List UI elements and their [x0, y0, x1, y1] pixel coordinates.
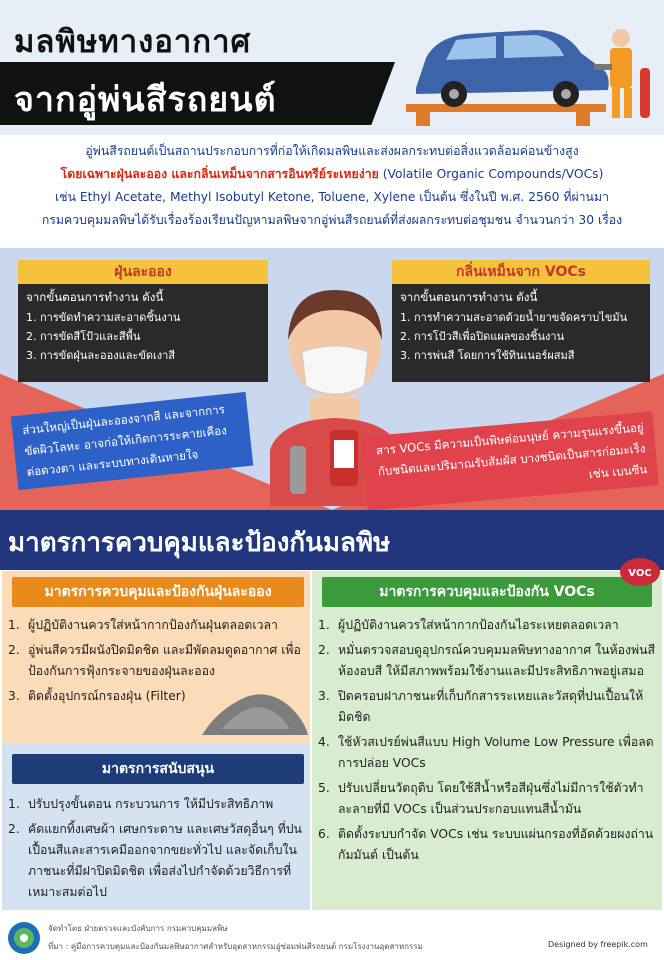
intro-highlight-prefix: โดยเฉพาะ [60, 167, 117, 181]
list-item: 1. ผู้ปฏิบัติงานควรใส่หน้ากากป้องกันฝุ่นตลอดเวลา [8, 618, 278, 632]
title-line-2: จากอู่พ่นสีรถยนต์ [14, 80, 277, 120]
dust-tab: ฝุ่นละออง [18, 260, 268, 284]
voc-source-item: 1. การทำความสะอาดด้วยน้ำยาขจัดคราบไขมัน [400, 311, 628, 324]
intro-line-1: อู่พ่นสีรถยนต์เป็นสถานประกอบการที่ก่อให้เกิดมลพิษและส่งผลกระทบต่อสิ่งแวดล้อมค่อนข้างสูง [85, 144, 579, 158]
intro-line-2-suffix: (Volatile Organic Compounds/VOCs) [378, 167, 604, 181]
dust-pile-illustration [198, 679, 310, 739]
measures-title: มาตรการควบคุมและป้องกันมลพิษ [8, 528, 391, 558]
title-line-1: มลพิษทางอากาศ [14, 24, 252, 60]
intro-paragraph [4, 140, 660, 232]
list-item: 5. ปรับเปลี่ยนวัตถุดิบ โดยใช้สีน้ำหรือสีฝุ่นซึ่งไม่มีการใช้ตัวทำละลายที่มี VOCs เป็นส่วนประกอบแทนสีน้ำมัน [318, 781, 644, 816]
voc-health-note: สาร VOCs มีความเป็นพิษต่อมนุษย์ ความรุนแรงขึ้นอยู่กับชนิดและปริมาณรับสัมผัส บางชนิดเป็นสารก่อมะเร็ง เช่น เบนซีน [361, 411, 658, 510]
support-measures-heading: มาตรการสนับสนุน [12, 754, 304, 784]
intro-line-3: เช่น Ethyl Acetate, Methyl Isobutyl Ketone, Toluene, Xylene เป็นต้น ซึ่งในปี พ.ศ. 2560 ที่ผ่านมา [55, 190, 609, 204]
dust-sources-box [18, 284, 268, 382]
dust-measures-section [2, 571, 310, 744]
voc-measures-heading: มาตรการควบคุมและป้องกัน VOCs [322, 577, 652, 607]
dust-measures-heading: มาตรการควบคุมและป้องกันฝุ่นละออง [12, 577, 304, 607]
list-item: 6. ติดตั้งระบบกำจัด VOCs เช่น ระบบแผ่นกรองที่อัดด้วยผงถ่านกัมมันต์ เป็นต้น [318, 827, 654, 862]
intro-line-2 [4, 163, 660, 186]
voc-source-item: 2. การโป้วสีเพื่อปิดแผลของชิ้นงาน [400, 330, 565, 343]
dust-health-note: ส่วนใหญ่เป็นฝุ่นละอองจากสี และจากการขัดผิวโลหะ อาจก่อให้เกิดการระคายเคืองต่อดวงตา และระบบทางเดินหายใจ [11, 392, 253, 490]
footer-made-by: จัดทำโดย ฝ่ายตรวจและบังคับการ กรมควบคุมมลพิษ [48, 924, 228, 933]
dust-sources-heading: จากขั้นตอนการทำงาน ดังนี้ [26, 290, 164, 304]
list-item: 3. ติดตั้งอุปกรณ์กรองฝุ่น (Filter) [8, 689, 186, 703]
list-item: 2. หมั่นตรวจสอบดูอุปกรณ์ควบคุมมลพิษทางอากาศ ในห้องพ่นสี ห้องอบสี ให้มีสภาพพร้อมใช้งานและมีประสิทธิภาพอยู่เสมอ [318, 643, 656, 678]
voc-bubble-label: VOC [628, 568, 652, 579]
voc-sources-box [392, 284, 650, 382]
header [0, 0, 664, 135]
dust-source-item: 2. การขัดสีโป้วและสีพื้น [26, 330, 141, 343]
voc-tab: กลิ่นเหม็นจาก VOCs [392, 260, 650, 284]
voc-bubble-icon [618, 556, 662, 588]
footer [0, 910, 664, 960]
car-spray-worker-illustration [396, 8, 658, 130]
list-item: 1. ผู้ปฏิบัติงานควรใส่หน้ากากป้องกันไอระเหยตลอดเวลา [318, 618, 619, 632]
footer-credit: Designed by freepik.com [548, 940, 648, 949]
list-item: 4. ใช้หัวสเปรย์พ่นสีแบบ High Volume Low Pressure เพื่อลดการปล่อย VOCs [318, 735, 654, 770]
voc-source-item: 3. การพ่นสี โดยการใช้ทินเนอร์ผสมสี [400, 349, 575, 362]
footer-source: ที่มา : คู่มือการควบคุมและป้องกันมลพิษอากาศสำหรับอุตสาหกรรมอู่ซ่อมพ่นสีรถยนต์ กรมโรงงานอุตสาหกรรม [48, 942, 423, 951]
dust-source-item: 1. การขัดทำความสะอาดชิ้นงาน [26, 311, 181, 324]
dust-source-item: 3. การขัดฝุ่นละอองและขัดเงาสี [26, 349, 176, 362]
pcd-logo-icon [6, 920, 42, 956]
intro-highlight: ฝุ่นละออง และกลิ่นเหม็นจากสารอินทรีย์ระเหยง่าย [116, 167, 379, 181]
support-measures-section [2, 744, 310, 910]
list-item: 1. ปรับปรุงขั้นตอน กระบวนการ ให้มีประสิทธิภาพ [8, 797, 274, 811]
intro-line-4: กรมควบคุมมลพิษได้รับเรื่องร้องเรียนปัญหามลพิษจากอู่พ่นสีรถยนต์ที่ส่งผลกระทบต่อชุมชน จำนวนกว่า 30 เรื่อง [41, 213, 623, 227]
list-item: 2. คัดแยกทิ้งเศษผ้า เศษกระดาษ และเศษวัสดุอื่นๆ ที่ปนเปื้อนสีและสารเคมีออกจากขยะทั่วไป และจัดเก็บในภาชนะที่มีฝาปิดมิดชิด เพื่อส่งไปกำจัดด้วยวิธีการที่เหมาะสมต่อไป [8, 822, 302, 899]
list-item: 2. อู่พ่นสีควรมีผนังปิดมิดชิด และมีพัดลมดูดอากาศ เพื่อป้องกันการฟุ้งกระจายของฝุ่นละออง [8, 643, 301, 678]
voc-measures-section [312, 571, 662, 910]
list-item: 3. ปิดครอบฝาภาชนะที่เก็บกักสารระเหยและวัสดุที่ปนเปื้อนให้มิดชิด [318, 689, 644, 724]
voc-sources-heading: จากขั้นตอนการทำงาน ดังนี้ [400, 290, 538, 304]
